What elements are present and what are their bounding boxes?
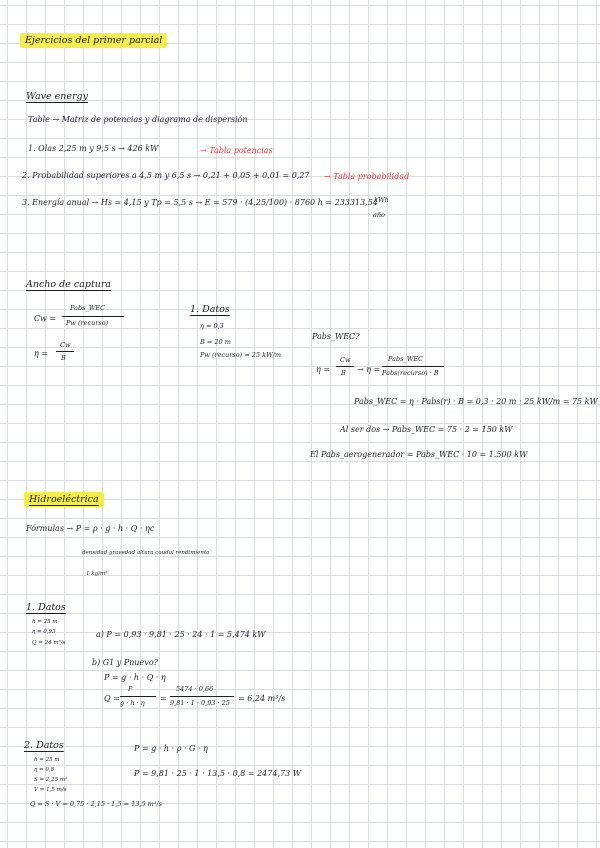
eta-fraction-bar — [56, 351, 74, 352]
wave-line-1: 1. Olas 2,25 m y 9,5 s → 426 kW — [28, 144, 159, 153]
hydro-d1-title: 1. Datos — [26, 602, 66, 613]
hydro-b: b) G1 y Pnuevo? — [92, 658, 158, 667]
hydro-b2-bar — [120, 696, 156, 697]
hydro-p2a: P = g · h · ρ · G · η — [134, 744, 208, 753]
section-heading-hydro: Hidroeléctrica — [24, 495, 104, 505]
hydro-formula-sub: densidad gravedad altura caudal rendimiento — [82, 550, 210, 556]
eta-lhs: η = — [34, 349, 49, 358]
hydro-formula-sub2: 1 kg/m³ — [86, 571, 108, 577]
section-heading-wave: Wave energy — [26, 91, 88, 102]
hydro-d1-2: Q = 24 m³/s — [32, 640, 66, 646]
hydro-d2-0: h = 25 m — [34, 757, 60, 763]
hydro-d2-title: 2. Datos — [24, 740, 64, 751]
hydro-d2-3: V = 1,5 m/s — [34, 787, 67, 793]
hydro-d1-1: η = 0,93 — [32, 629, 56, 635]
hydro-b1: P = g · h · Q · η — [104, 673, 166, 682]
capture-eq-den2: Pabs(recurso) · B — [382, 369, 439, 377]
section-heading-capture: Ancho de captura — [26, 279, 112, 290]
hydro-a: a) P = 0,93 · 9,81 · 25 · 24 · 1 = 5,474 kW — [96, 630, 266, 639]
capture-datos-2: Pw (recurso) = 25 kW/m — [200, 351, 282, 359]
capture-result-2: Al ser dos → Pabs_WEC = 75 · 2 = 150 kW — [340, 425, 513, 434]
capture-datos-1: B = 20 m — [200, 338, 231, 346]
hydro-p2b: P = 9,81 · 25 · 1 · 13,5 · 0,8 = 2474,73 W — [134, 769, 301, 778]
hydro-d2-2: S = 2,25 m² — [34, 777, 68, 783]
hydro-b2-bar2 — [170, 696, 234, 697]
hydro-q2: Q = S · V = 0,75 · 2,15 · 1,5 = 13,5 m³/s — [30, 800, 162, 808]
hydro-b2-num: P — [128, 685, 133, 693]
capture-eq-bar1 — [336, 366, 354, 367]
wave-line-1-note: → Tabla potencias — [200, 146, 273, 155]
page-title: Ejercicios del primer parcial — [20, 36, 167, 46]
eta-denominator: B — [61, 354, 66, 362]
wave-line-3: 3. Energía anual → Hs = 4,15 y Tp = 5,5 s → E = 579 · (4,25/100) · 8760 h = 233313,54 — [22, 198, 378, 207]
hydro-b2-den: g · h · η — [120, 699, 145, 707]
hydro-b2-den2: 9,81 · 1 · 0,93 · 25 — [170, 699, 230, 707]
capture-eq-num2: Pabs_WEC — [388, 355, 424, 363]
capture-result-1: Pabs_WEC = η · Pabs(r) · B = 0,3 · 20 m · 25 kW/m = 75 kW — [354, 397, 598, 406]
wave-line-2: 2. Probabilidad superiores a 4,5 m y 6,5 s → 0,21 + 0,05 + 0,01 = 0,27 — [22, 171, 310, 180]
capture-eq-bar2 — [382, 366, 444, 367]
cw-denominator: Pw (recurso) — [66, 319, 109, 327]
capture-eq-den1: B — [341, 369, 346, 377]
hydro-d2-1: η = 0,8 — [34, 767, 55, 773]
capture-eq-mid: → η = — [357, 365, 381, 374]
capture-datos-0: η = 0,3 — [200, 322, 224, 330]
hydro-b2-res: = 6,24 m³/s — [238, 694, 286, 703]
hydro-b2-mid: = — [160, 694, 167, 703]
hydro-formula: Fórmulas → P = ρ · g · h · Q · ηc — [26, 524, 155, 533]
capture-eq-lhs: η = — [316, 365, 331, 374]
hydro-b2-num2: 5474 · 0,66 — [176, 685, 214, 693]
capture-question: Pabs_WEC? — [312, 332, 360, 341]
cw-lhs: Cw = — [34, 314, 57, 323]
wave-line-3-unit: kWh — [374, 196, 389, 204]
wave-line-3-unit2: año — [373, 211, 385, 219]
hydro-d1-0: h = 25 m — [32, 619, 58, 625]
wave-line-2-note: → Tabla probabilidad — [324, 172, 410, 181]
cw-numerator: Pabs_WEC — [70, 304, 106, 312]
capture-result-3: El Pabs_aerogenerador = Pabs_WEC · 10 = 1.500 kW — [310, 450, 528, 459]
capture-datos-title: 1. Datos — [190, 304, 230, 315]
capture-eq-num1: Cw — [340, 356, 351, 364]
cw-fraction-bar — [62, 316, 124, 317]
hydro-b2-lhs: Q = — [104, 694, 120, 703]
wave-intro: Table → Matriz de potencias y diagrama de dispersión — [28, 115, 248, 124]
eta-numerator: Cw — [60, 341, 71, 349]
